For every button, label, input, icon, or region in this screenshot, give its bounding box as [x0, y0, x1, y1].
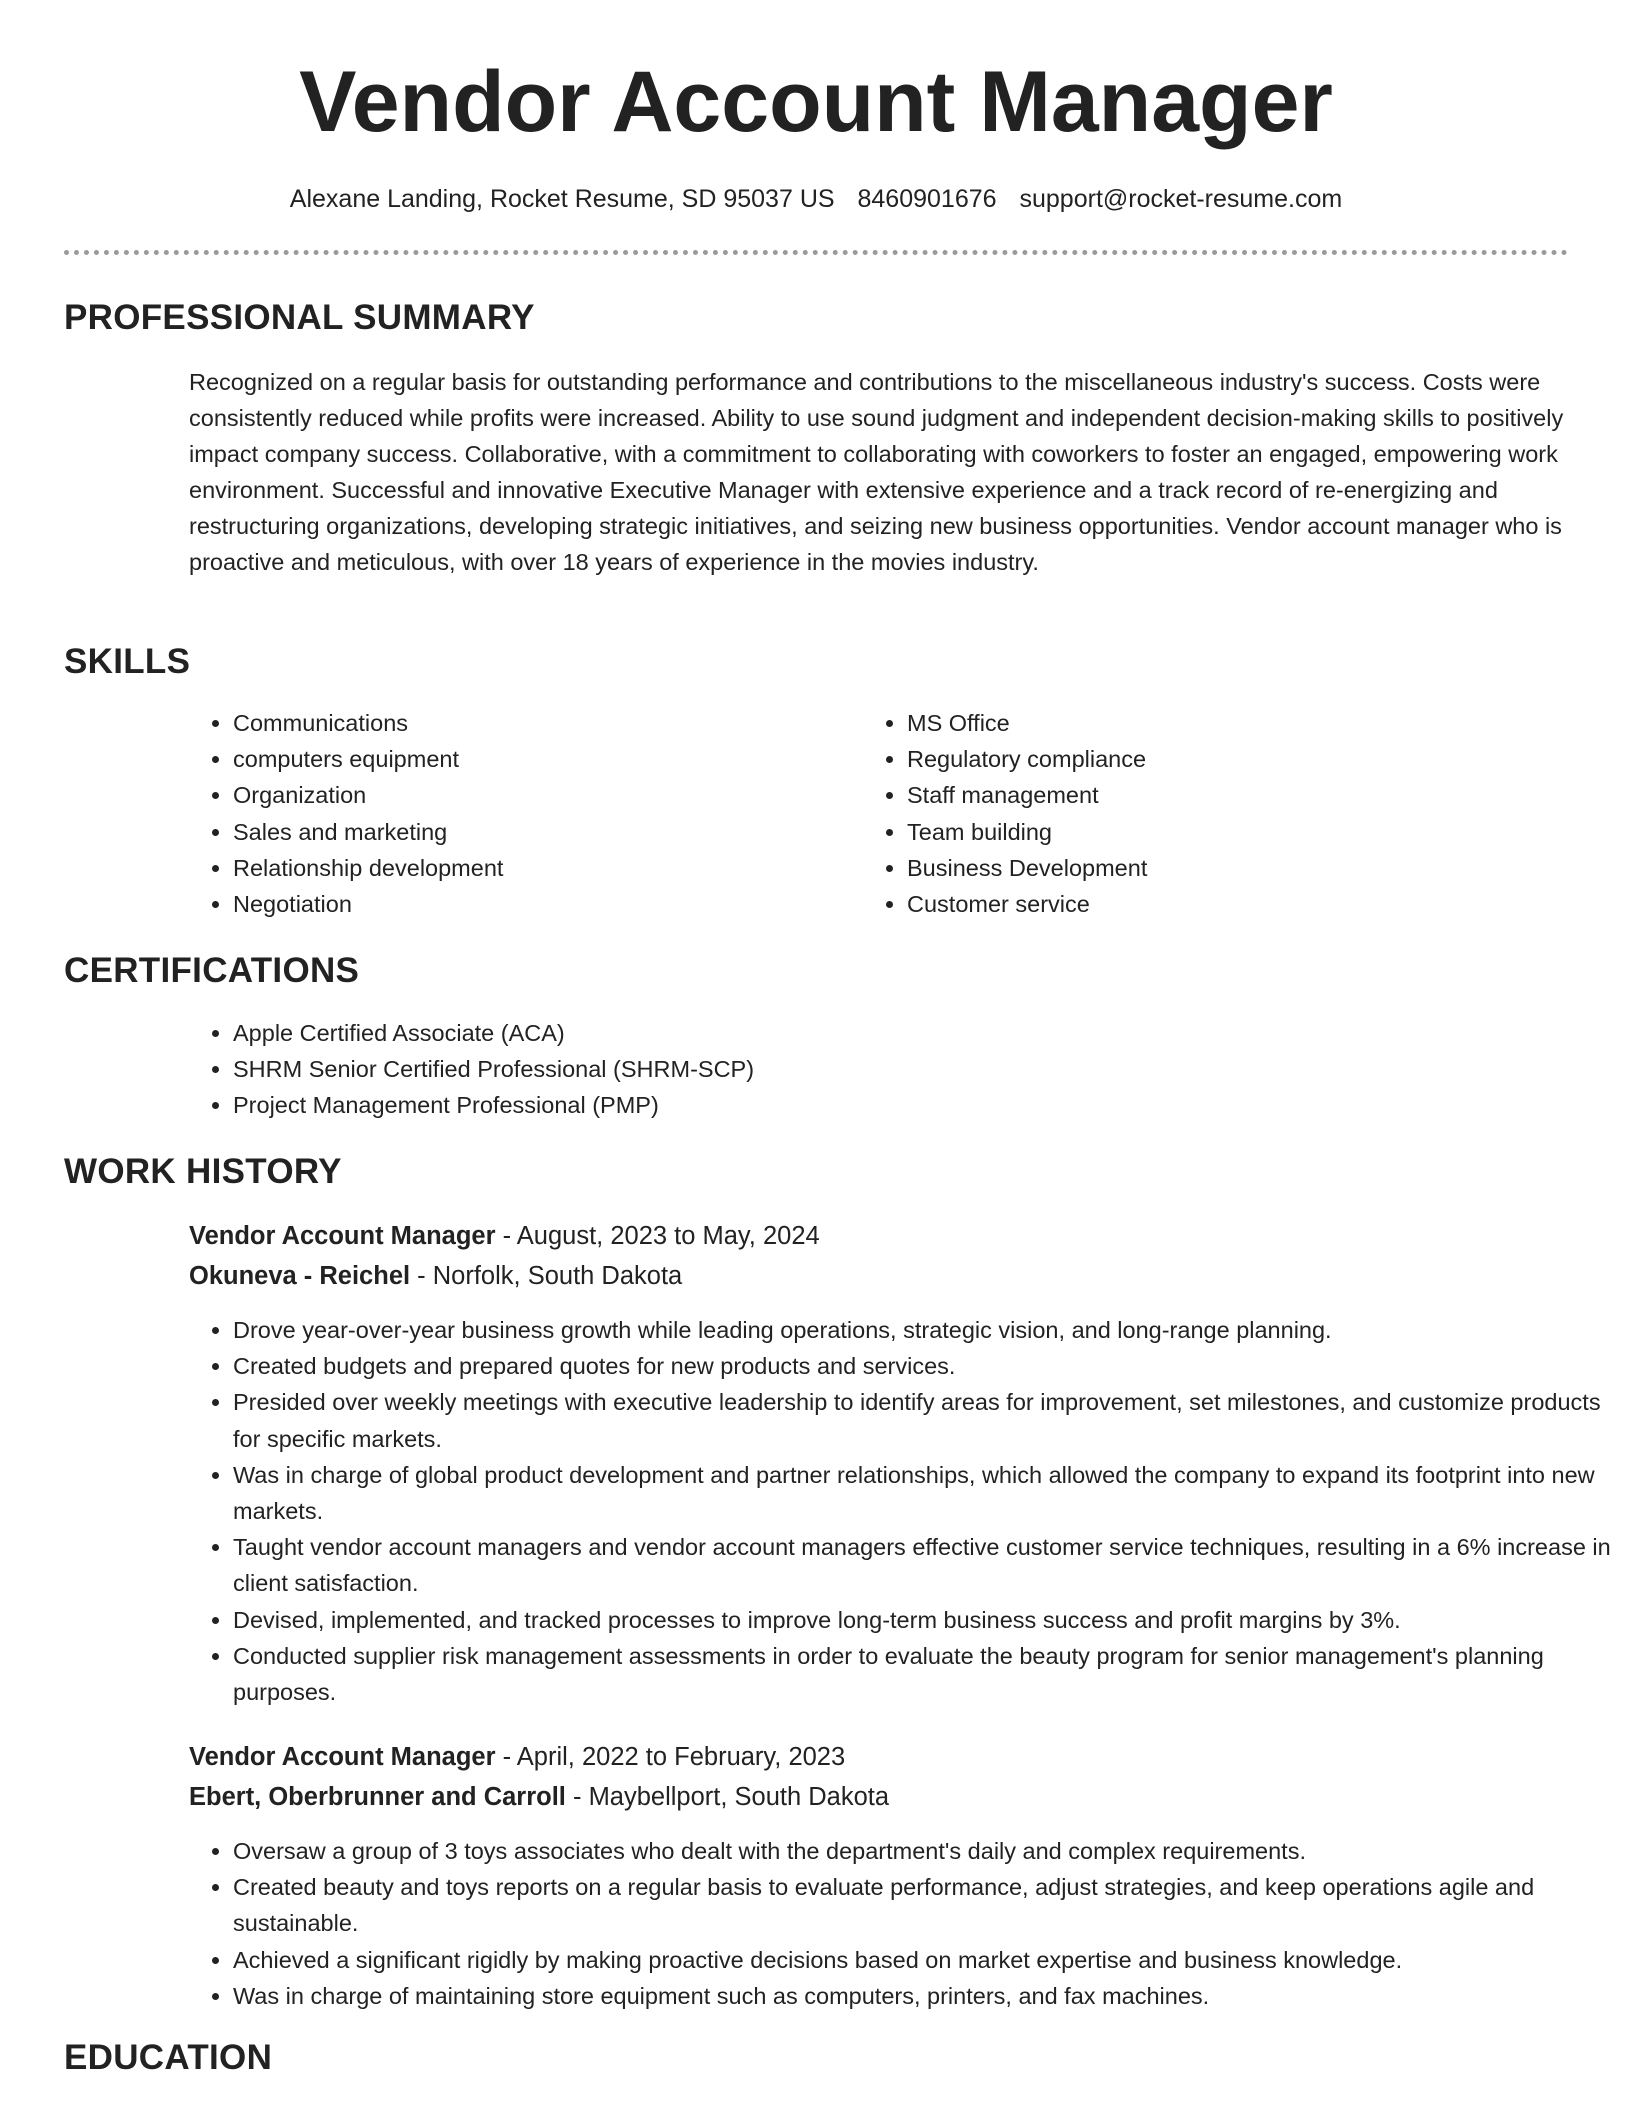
skill-item: • Organization — [233, 777, 853, 813]
certifications-list — [189, 1015, 1613, 1124]
job-bullets — [189, 1312, 1613, 1710]
job-company-line — [189, 1256, 682, 1296]
certification-item: • Apple Certified Associate (ACA) — [233, 1015, 1613, 1051]
job-bullet: • Taught vendor account managers and vendor account managers effective customer service techniques, resulting in a 6% increase in client satisfaction. — [233, 1529, 1613, 1601]
skill-item: • Team building — [907, 814, 1527, 850]
job-location: - Maybellport, South Dakota — [565, 1783, 890, 1811]
skills-heading: SKILLS — [64, 642, 191, 681]
job-bullet: • Created beauty and toys reports on a regular basis to evaluate performance, adjust strategies, and keep operations agile and sustainable. — [233, 1869, 1613, 1941]
job-bullet: • Drove year-over-year business growth while leading operations, strategic vision, and long-range planning. — [233, 1312, 1613, 1348]
header-divider — [64, 250, 1568, 255]
job-location: - Norfolk, South Dakota — [410, 1262, 683, 1290]
work-history-heading: WORK HISTORY — [64, 1152, 342, 1191]
job-bullet: • Created budgets and prepared quotes for new products and services. — [233, 1348, 1613, 1384]
job-bullet: • Oversaw a group of 3 toys associates who dealt with the department's daily and complex requirements. — [233, 1833, 1613, 1869]
job-bullets — [189, 1833, 1613, 2014]
skill-item: • Relationship development — [233, 850, 853, 886]
skill-item: • Business Development — [907, 850, 1527, 886]
summary-heading: PROFESSIONAL SUMMARY — [64, 298, 535, 337]
skill-item: • Staff management — [907, 777, 1527, 813]
job-title: Vendor Account Manager — [189, 1222, 496, 1250]
skill-item: • Communications — [233, 705, 853, 741]
certifications-heading: CERTIFICATIONS — [64, 951, 360, 990]
certification-item: • Project Management Professional (PMP) — [233, 1087, 1613, 1123]
job-bullet: • Conducted supplier risk management assessments in order to evaluate the beauty program for senior management's planning purposes. — [233, 1638, 1613, 1710]
job-bullet: • Was in charge of maintaining store equipment such as computers, printers, and fax machines. — [233, 1978, 1613, 2014]
contact-phone: 8460901676 — [857, 185, 997, 213]
resume-title: Vendor Account Manager — [299, 54, 1333, 150]
skill-item: • Customer service — [907, 886, 1527, 922]
education-heading: EDUCATION — [64, 2038, 273, 2077]
skill-item: • Regulatory compliance — [907, 741, 1527, 777]
job-dates: - April, 2022 to February, 2023 — [495, 1743, 846, 1771]
job-title-line — [189, 1737, 845, 1777]
skill-item: • Negotiation — [233, 886, 853, 922]
contact-line — [0, 181, 1632, 217]
skill-item: • computers equipment — [233, 741, 853, 777]
job-company: Ebert, Oberbrunner and Carroll — [189, 1783, 566, 1811]
job-bullet: • Devised, implemented, and tracked processes to improve long-term business success and profit margins by 3%. — [233, 1602, 1613, 1638]
job-bullet: • Achieved a significant rigidly by making proactive decisions based on market expertise and business knowledge. — [233, 1942, 1613, 1978]
skill-item: • MS Office — [907, 705, 1527, 741]
certification-item: • SHRM Senior Certified Professional (SHRM-SCP) — [233, 1051, 1613, 1087]
contact-email: support@rocket-resume.com — [1019, 185, 1343, 213]
summary-text: Recognized on a regular basis for outstanding performance and contributions to the miscellaneous industry's success. Costs were consistently reduced while profits were increased. Ability to use sound judgment and independent decision-making skills to positively impact company success. Collaborative, with a commitment to collaborating with coworkers to foster an engaged, empowering work environment. Successful and innovative Executive Manager with extensive experience and a track record of re-energizing and restructuring organizations, developing strategic initiatives, and seizing new business opportunities. Vendor account manager who is proactive and meticulous, with over 18 years of experience in the movies industry. — [189, 369, 1564, 575]
job-dates: - August, 2023 to May, 2024 — [495, 1222, 820, 1250]
skills-list-right — [863, 705, 1527, 922]
skills-list-left — [189, 705, 853, 922]
job-title: Vendor Account Manager — [189, 1743, 496, 1771]
job-company: Okuneva - Reichel — [189, 1262, 411, 1290]
job-title-line — [189, 1216, 820, 1256]
skill-item: • Sales and marketing — [233, 814, 853, 850]
contact-address: Alexane Landing, Rocket Resume, SD 95037 US — [289, 185, 835, 213]
job-company-line — [189, 1777, 889, 1817]
job-bullet: • Was in charge of global product development and partner relationships, which allowed the company to expand its footprint into new markets. — [233, 1457, 1613, 1529]
job-bullet: • Presided over weekly meetings with executive leadership to identify areas for improvement, set milestones, and customize products for specific markets. — [233, 1384, 1613, 1456]
